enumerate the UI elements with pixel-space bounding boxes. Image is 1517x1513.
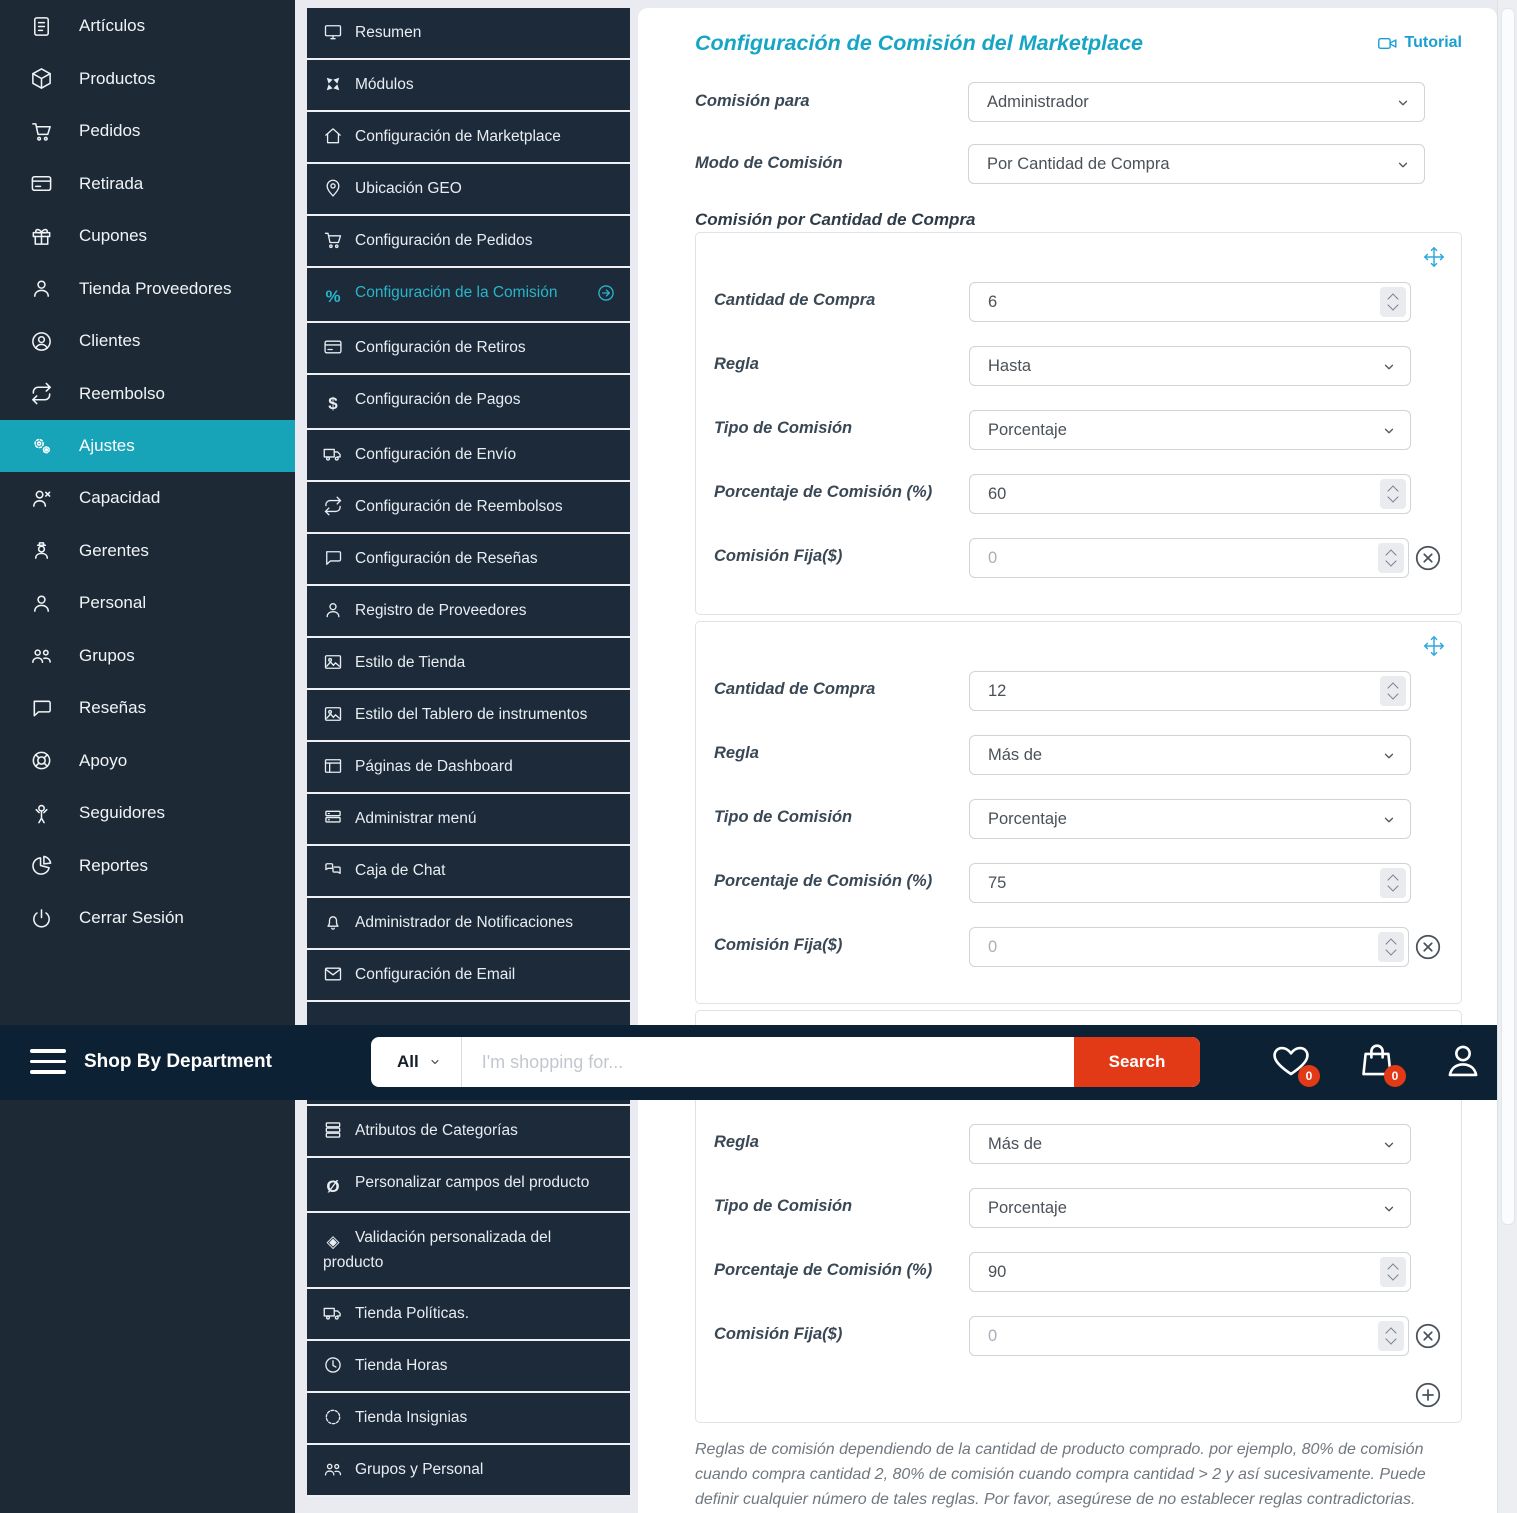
settings-item-tienda-politicas[interactable]: [307, 1289, 630, 1341]
porcentaje-row: [714, 474, 1443, 514]
sidebar-item-icon: [30, 15, 53, 38]
settings-item-icon: [323, 1459, 343, 1479]
sidebar-item-productos[interactable]: [0, 52, 295, 104]
settings-item-label: Tienda Insignias: [355, 1409, 468, 1426]
settings-item-registro-proveedores[interactable]: [307, 586, 630, 638]
wishlist-count-badge: 0: [1298, 1065, 1320, 1087]
settings-item-modulos[interactable]: [307, 60, 630, 112]
tipo-value: Porcentaje: [988, 420, 1067, 439]
cantidad-label: Cantidad de Compra: [714, 680, 876, 698]
settings-item-label: Resumen: [355, 24, 422, 41]
comision-para-value: Administrador: [987, 92, 1089, 111]
settings-item-label: Atributos de Categorías: [355, 1122, 518, 1139]
sidebar-item-label: Productos: [79, 68, 156, 88]
settings-item-icon: [323, 74, 343, 94]
sidebar-item-icon: [30, 907, 53, 930]
tipo-value: Porcentaje: [988, 1198, 1067, 1217]
settings-item-icon: [323, 652, 343, 672]
settings-sidebar: [307, 8, 630, 1497]
sidebar-item-label: Seguidores: [79, 803, 166, 823]
settings-item-icon: Ø: [326, 1177, 340, 1196]
sidebar-item-icon: [30, 172, 53, 195]
search-button[interactable]: Search: [1074, 1037, 1200, 1087]
tipo-value: Porcentaje: [988, 809, 1067, 828]
tipo-label: Tipo de Comisión: [714, 419, 853, 437]
arrow-right-circle-icon: [596, 283, 616, 303]
left-sidebar-menu: [0, 0, 295, 944]
sidebar-item-tienda-proveedores[interactable]: [0, 262, 295, 314]
add-rule-button[interactable]: [1413, 1380, 1443, 1410]
settings-item-label: Tienda Horas: [355, 1357, 448, 1374]
number-spinner[interactable]: [1380, 1257, 1406, 1287]
tipo-select[interactable]: [969, 1188, 1411, 1228]
sidebar-item-icon: [30, 434, 53, 457]
number-spinner[interactable]: [1378, 543, 1404, 573]
sidebar-item-label: Ajustes: [79, 435, 135, 455]
settings-item-icon: [323, 444, 343, 464]
comision-fija-input[interactable]: [969, 1316, 1409, 1356]
settings-item-label: Configuración de Reembolsos: [355, 498, 563, 515]
sidebar-item-label: Cerrar Sesión: [79, 908, 184, 928]
chevron-down-icon: [429, 1056, 441, 1068]
regla-label: Regla: [714, 355, 759, 373]
sidebar-item-reembolso[interactable]: [0, 367, 295, 419]
sidebar-item-label: Pedidos: [79, 121, 141, 141]
cart-button[interactable]: [1356, 1039, 1402, 1085]
left-sidebar: [0, 0, 295, 1513]
sidebar-item-label: Reseñas: [79, 698, 147, 718]
tutorial-label: Tutorial: [1404, 34, 1462, 51]
number-spinner[interactable]: [1378, 1321, 1404, 1351]
sidebar-item-icon: [30, 277, 53, 300]
regla-label: Regla: [714, 744, 759, 762]
remove-rule-button[interactable]: [1413, 543, 1443, 573]
sidebar-item-reportes[interactable]: [0, 840, 295, 892]
settings-item-tienda-horas[interactable]: [307, 1341, 630, 1393]
settings-item-icon: [323, 230, 343, 250]
comision-fija-input[interactable]: [969, 538, 1409, 578]
settings-item-icon: [323, 964, 343, 984]
user-icon: [1442, 1039, 1484, 1081]
settings-item-label: Administrar menú: [355, 810, 477, 827]
remove-rule-button[interactable]: [1413, 932, 1443, 962]
porcentaje-input[interactable]: [969, 863, 1411, 903]
settings-item-label: Estilo del Tablero de instrumentos: [355, 706, 588, 723]
porcentaje-input[interactable]: [969, 1252, 1411, 1292]
settings-item-caja-chat[interactable]: [307, 846, 630, 898]
modo-comision-label: Modo de Comisión: [695, 154, 843, 172]
category-dropdown-value: All: [397, 1052, 419, 1071]
settings-item-paginas-dashboard[interactable]: [307, 742, 630, 794]
sidebar-item-ajustes[interactable]: [0, 420, 295, 472]
settings-item-administrar-menu[interactable]: [307, 794, 630, 846]
cart-count-badge: 0: [1384, 1065, 1406, 1087]
regla-label: Regla: [714, 1133, 759, 1151]
settings-item-label: Configuración de Email: [355, 966, 516, 983]
comision-fija-label: Comisión Fija($): [714, 547, 843, 565]
settings-item-icon: [323, 808, 343, 828]
settings-item-configuracion-reembolsos[interactable]: [307, 482, 630, 534]
tutorial-link[interactable]: [1377, 33, 1462, 54]
wishlist-button[interactable]: [1270, 1039, 1316, 1085]
porcentaje-label: Porcentaje de Comisión (%): [714, 483, 933, 501]
porcentaje-row: [714, 863, 1443, 903]
settings-item-icon: %: [325, 287, 341, 306]
comision-fija-row: [714, 1316, 1443, 1356]
settings-item-configuracion-email[interactable]: [307, 950, 630, 1002]
comision-fija-label: Comisión Fija($): [714, 936, 843, 954]
settings-item-label: Configuración de Reseñas: [355, 550, 538, 567]
sidebar-item-icon: [30, 697, 53, 720]
sidebar-item-icon: [30, 644, 53, 667]
settings-item-label: Configuración de Retiros: [355, 339, 526, 356]
settings-item-icon: [323, 860, 343, 880]
sidebar-item-icon: [30, 382, 53, 405]
settings-item-label: Módulos: [355, 76, 414, 93]
settings-item-configuracion-envio[interactable]: [307, 430, 630, 482]
regla-select[interactable]: [969, 735, 1411, 775]
settings-item-label: Administrador de Notificaciones: [355, 914, 573, 931]
shop-by-department-label[interactable]: Shop By Department: [84, 1051, 272, 1072]
sidebar-item-label: Gerentes: [79, 540, 149, 560]
page-title: Configuración de Comisión del Marketplace: [695, 30, 1143, 55]
sidebar-item-icon: [30, 854, 53, 877]
sidebar-item-retirada[interactable]: [0, 157, 295, 209]
settings-item-configuracion-marketplace[interactable]: [307, 112, 630, 164]
settings-item-icon: $: [328, 394, 338, 413]
settings-item-icon: [323, 178, 343, 198]
cantidad-label: Cantidad de Compra: [714, 291, 876, 309]
comision-fija-row: [714, 927, 1443, 967]
settings-item-label: Páginas de Dashboard: [355, 758, 513, 775]
settings-item-icon: [323, 126, 343, 146]
settings-item-icon: [323, 22, 343, 42]
commission-rule-card[interactable]: [695, 232, 1462, 615]
sidebar-item-label: Reportes: [79, 855, 148, 875]
chevron-down-icon: [1382, 749, 1396, 763]
settings-item-icon: [323, 1407, 343, 1427]
main-header: [695, 28, 1462, 58]
porcentaje-row: [714, 1252, 1443, 1292]
settings-item-label: Ubicación GEO: [355, 180, 462, 197]
sidebar-item-icon: [30, 802, 53, 825]
porcentaje-input[interactable]: [969, 474, 1411, 514]
sidebar-item-seguidores[interactable]: [0, 787, 295, 839]
porcentaje-label: Porcentaje de Comisión (%): [714, 1261, 933, 1279]
tipo-row: [714, 410, 1443, 450]
video-icon: [1377, 33, 1398, 54]
sidebar-item-personal[interactable]: [0, 577, 295, 629]
account-button[interactable]: [1442, 1039, 1488, 1085]
number-spinner[interactable]: [1380, 287, 1406, 317]
cantidad-row: [714, 671, 1443, 711]
settings-menu-list: [307, 8, 630, 1497]
sidebar-item-label: Artículos: [79, 16, 146, 36]
tipo-label: Tipo de Comisión: [714, 808, 853, 826]
regla-row: [714, 346, 1443, 386]
settings-item-label: Grupos y Personal: [355, 1461, 484, 1478]
regla-value: Hasta: [988, 356, 1032, 375]
settings-item-resumen[interactable]: [307, 8, 630, 60]
settings-item-icon: [323, 337, 343, 357]
sidebar-item-icon: [30, 225, 53, 248]
sidebar-item-label: Retirada: [79, 173, 144, 193]
settings-item-icon: [323, 1303, 343, 1323]
sidebar-item-label: Clientes: [79, 331, 141, 351]
sidebar-item-pedidos[interactable]: [0, 105, 295, 157]
settings-item-icon: [323, 756, 343, 776]
sidebar-item-clientes[interactable]: [0, 315, 295, 367]
sidebar-item-gerentes[interactable]: [0, 525, 295, 577]
sidebar-item-icon: [30, 330, 53, 353]
settings-item-label: Personalizar campos del producto: [355, 1174, 590, 1191]
search-input[interactable]: [462, 1037, 1074, 1087]
settings-item-estilo-tablero[interactable]: [307, 690, 630, 742]
settings-item-configuracion-pagos[interactable]: [307, 375, 630, 430]
regla-value: Más de: [988, 1134, 1043, 1153]
settings-item-label: Estilo de Tienda: [355, 654, 466, 671]
settings-item-label: Registro de Proveedores: [355, 602, 527, 619]
settings-item-icon: [323, 600, 343, 620]
settings-item-icon: [323, 1355, 343, 1375]
cantidad-row: [714, 282, 1443, 322]
commission-rules-list: [695, 232, 1462, 1423]
settings-item-icon: ◈: [326, 1232, 340, 1251]
sidebar-item-label: Capacidad: [79, 488, 161, 508]
sidebar-item-icon: [30, 539, 53, 562]
settings-item-icon: [323, 496, 343, 516]
tipo-label: Tipo de Comisión: [714, 1197, 853, 1215]
chevron-down-icon: [1382, 424, 1396, 438]
comision-fija-row: [714, 538, 1443, 578]
settings-item-atributos-categorias[interactable]: [307, 1106, 630, 1158]
cantidad-input[interactable]: [969, 671, 1411, 711]
settings-item-label: Caja de Chat: [355, 862, 446, 879]
drag-move-icon[interactable]: [1423, 246, 1445, 268]
regla-select[interactable]: [969, 1124, 1411, 1164]
regla-select[interactable]: [969, 346, 1411, 386]
settings-item-personalizar-campos[interactable]: [307, 1158, 630, 1213]
settings-item-icon: [323, 548, 343, 568]
sidebar-item-capacidad[interactable]: [0, 472, 295, 524]
modo-comision-value: Por Cantidad de Compra: [987, 154, 1170, 173]
sidebar-item-resenas[interactable]: [0, 682, 295, 734]
sidebar-item-label: Reembolso: [79, 383, 165, 403]
tipo-row: [714, 799, 1443, 839]
section-heading: Comisión por Cantidad de Compra: [695, 210, 976, 229]
settings-item-label: Tienda Políticas.: [355, 1305, 470, 1322]
settings-item-configuracion-pedidos[interactable]: [307, 216, 630, 268]
chevron-down-icon: [1396, 158, 1410, 172]
hamburger-menu-icon[interactable]: [30, 1049, 66, 1074]
settings-item-icon: [323, 1120, 343, 1140]
scrollbar-thumb[interactable]: [1501, 8, 1515, 1225]
comision-fija-input[interactable]: [969, 927, 1409, 967]
tipo-row: [714, 1188, 1443, 1228]
regla-value: Más de: [988, 745, 1043, 764]
sidebar-item-icon: [30, 120, 53, 143]
number-spinner[interactable]: [1380, 479, 1406, 509]
settings-item-label: Configuración de Pagos: [355, 391, 521, 408]
sidebar-item-icon: [30, 749, 53, 772]
sidebar-item-icon: [30, 67, 53, 90]
tipo-select[interactable]: [969, 799, 1411, 839]
porcentaje-label: Porcentaje de Comisión (%): [714, 872, 933, 890]
chevron-down-icon: [1382, 1202, 1396, 1216]
sidebar-item-label: Apoyo: [79, 750, 128, 770]
sidebar-item-apoyo[interactable]: [0, 735, 295, 787]
drag-move-icon[interactable]: [1423, 635, 1445, 657]
number-spinner[interactable]: [1380, 676, 1406, 706]
sidebar-item-grupos[interactable]: [0, 630, 295, 682]
settings-item-validacion-personalizada[interactable]: [307, 1213, 630, 1289]
regla-row: [714, 1124, 1443, 1164]
settings-item-label: Validación personalizada del producto: [323, 1229, 552, 1271]
cantidad-input[interactable]: [969, 282, 1411, 322]
main-panel: [638, 8, 1497, 1513]
number-spinner[interactable]: [1380, 868, 1406, 898]
number-spinner[interactable]: [1378, 932, 1404, 962]
commission-rule-card[interactable]: [695, 621, 1462, 1004]
settings-item-icon: [323, 704, 343, 724]
settings-item-label: Configuración de la Comisión: [355, 284, 558, 301]
sidebar-item-cerrar-sesion[interactable]: [0, 892, 295, 944]
settings-item-label: Configuración de Envío: [355, 446, 517, 463]
chevron-down-icon: [1396, 96, 1410, 110]
sidebar-item-cupones[interactable]: [0, 210, 295, 262]
commission-rules-description: Reglas de comisión dependiendo de la cantidad de producto comprado. por ejemplo, 80% de comisión cuando compra cantidad 2, 80% de comisión cuando compra cantidad > 2 y así sucesivamente. Puede definir cualquier número de tales reglas. Por favor, asegúrese de no establecer reglas contradictorias.: [695, 1441, 1426, 1508]
settings-item-tienda-insignias[interactable]: [307, 1393, 630, 1445]
regla-row: [714, 735, 1443, 775]
settings-item-estilo-tienda[interactable]: [307, 638, 630, 690]
search-box: [371, 1037, 1200, 1087]
remove-rule-button[interactable]: [1413, 1321, 1443, 1351]
sidebar-item-articulos[interactable]: [0, 0, 295, 52]
chevron-down-icon: [1382, 813, 1396, 827]
category-dropdown[interactable]: [371, 1037, 462, 1087]
tipo-select[interactable]: [969, 410, 1411, 450]
settings-item-icon: [323, 912, 343, 932]
modo-comision-select[interactable]: [968, 144, 1425, 184]
chevron-down-icon: [1382, 1138, 1396, 1152]
storefront-header: [0, 1025, 1498, 1100]
comision-fija-label: Comisión Fija($): [714, 1325, 843, 1343]
sidebar-item-icon: [30, 592, 53, 615]
modo-comision-row: [695, 144, 1462, 184]
comision-para-label: Comisión para: [695, 92, 810, 110]
settings-item-configuracion-comision[interactable]: [307, 268, 630, 323]
comision-para-select[interactable]: [968, 82, 1425, 122]
sidebar-item-label: Personal: [79, 593, 147, 613]
settings-item-label: Configuración de Pedidos: [355, 232, 533, 249]
settings-item-configuracion-resenas[interactable]: [307, 534, 630, 586]
settings-item-label: Configuración de Marketplace: [355, 128, 561, 145]
comision-para-row: [695, 82, 1462, 122]
sidebar-item-label: Cupones: [79, 226, 148, 246]
scrollbar-track[interactable]: [1497, 0, 1517, 1513]
sidebar-item-icon: [30, 487, 53, 510]
settings-item-ubicacion-geo[interactable]: [307, 164, 630, 216]
settings-item-configuracion-retiros[interactable]: [307, 323, 630, 375]
sidebar-item-label: Grupos: [79, 645, 135, 665]
add-rule-row: [714, 1380, 1443, 1410]
chevron-down-icon: [1382, 360, 1396, 374]
settings-item-notificaciones[interactable]: [307, 898, 630, 950]
settings-item-grupos-personal[interactable]: [307, 1445, 630, 1497]
sidebar-item-label: Tienda Proveedores: [79, 278, 232, 298]
